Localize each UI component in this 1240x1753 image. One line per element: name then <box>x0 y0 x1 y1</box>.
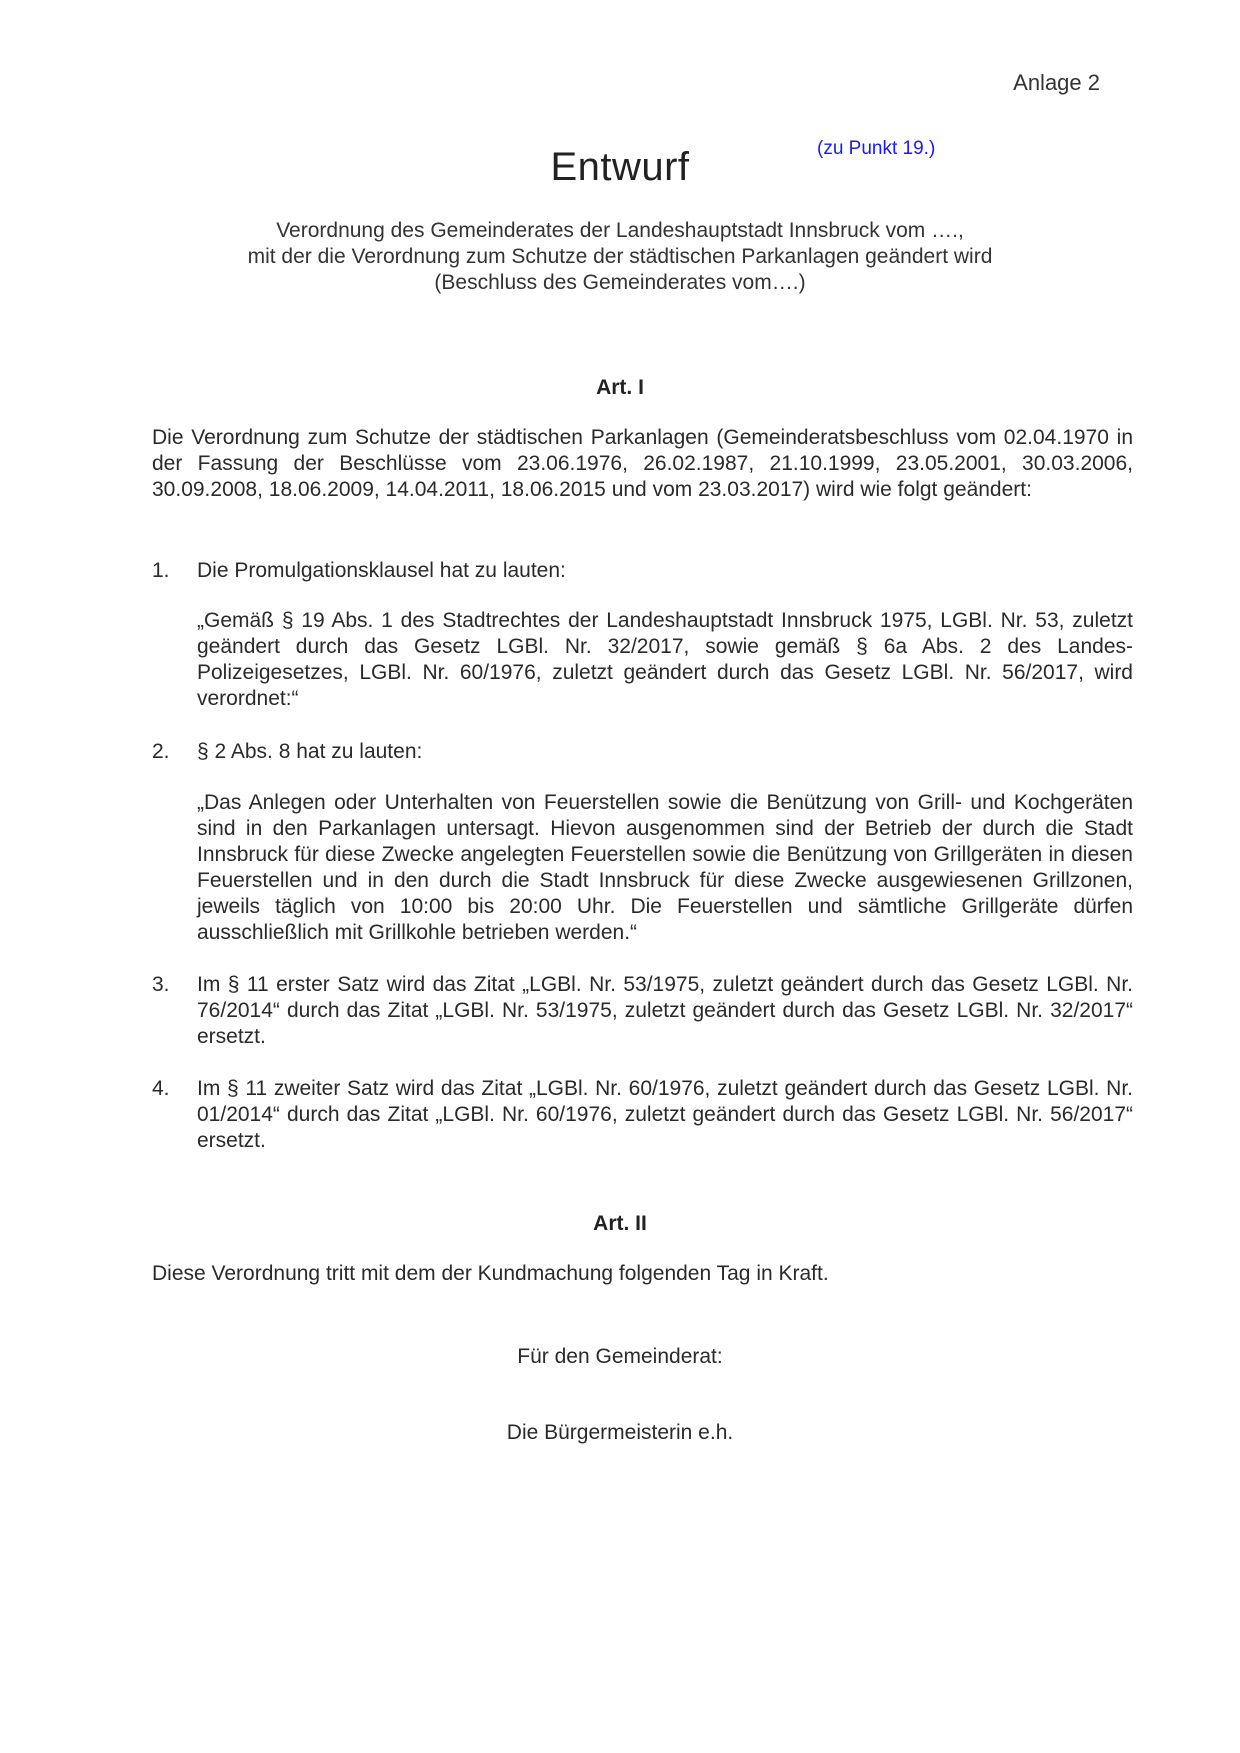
signature-for: Für den Gemeinderat: <box>517 1345 723 1368</box>
intro-line: (Beschluss des Gemeinderates vom….) <box>434 271 806 294</box>
agenda-note: (zu Punkt 19.) <box>817 138 936 159</box>
attachment-label: Anlage 2 <box>1013 70 1100 95</box>
item-number: 3. <box>152 973 170 996</box>
item-number: 4. <box>152 1077 170 1100</box>
document-title: Entwurf <box>550 145 690 189</box>
item-text: § 2 Abs. 8 hat zu lauten: <box>197 740 423 763</box>
article-1-heading: Art. I <box>596 376 644 399</box>
intro-block <box>0 218 1240 296</box>
item-quote: „Gemäß § 19 Abs. 1 des Stadtrechtes der Landeshauptstadt Innsbruck 1975, LGBl. Nr. 53, zuletzt geändert durch das Gesetz LGBl. Nr. 32/2017, sowie gemäß § 6a Abs. 2 des Landes-Polizeigesetzes, LGBl. Nr. 60/1976, zuletzt geändert durch das Gesetz LGBl. Nr. 56/2017, wird verordnet:“ <box>197 609 1133 710</box>
item-text: Die Promulgationsklausel hat zu lauten: <box>197 559 566 582</box>
article-2-heading: Art. II <box>593 1212 647 1235</box>
intro-line: Verordnung des Gemeinderates der Landeshauptstadt Innsbruck vom …., <box>276 219 964 242</box>
signature-signer: Die Bürgermeisterin e.h. <box>506 1421 734 1444</box>
item-number: 1. <box>152 559 170 582</box>
intro-line: mit der die Verordnung zum Schutze der städtischen Parkanlagen geändert wird <box>247 245 993 268</box>
article-2-paragraph: Diese Verordnung tritt mit dem der Kundmachung folgenden Tag in Kraft. <box>152 1262 829 1285</box>
article-1-paragraph: Die Verordnung zum Schutze der städtischen Parkanlagen (Gemeinderatsbeschluss vom 02.04.1970 in der Fassung der Beschlüsse vom 23.06.1976, 26.02.1987, 21.10.1999, 23.05.2001, 30.03.2006, 30.09.2008, 18.06.2009, 14.04.2011, 18.06.2015 und vom 23.03.2017) wird wie folgt geändert: <box>152 426 1133 501</box>
item-number: 2. <box>152 740 170 763</box>
item-quote: „Das Anlegen oder Unterhalten von Feuerstellen sowie die Benützung von Grill- und Kochgeräten sind in den Parkanlagen untersagt. Hievon ausgenommen sind der Betrieb der durch die Stadt Innsbruck für diese Zwecke angelegten Feuerstellen sowie die Benützung von Grillgeräten in diesen Feuerstellen und in den durch die Stadt Innsbruck für diese Zwecke ausgewiesenen Grillzonen, jeweils täglich von 10:00 bis 20:00 Uhr. Die Feuerstellen und sämtliche Grillgeräte dürfen ausschließlich mit Grillkohle betrieben werden.“ <box>197 791 1133 944</box>
item-text: Im § 11 erster Satz wird das Zitat „LGBl. Nr. 53/1975, zuletzt geändert durch das Gesetz LGBl. Nr. 76/2014“ durch das Zitat „LGBl. Nr. 53/1975, zuletzt geändert durch das Gesetz LGBl. Nr. 32/2017“ ersetzt. <box>197 973 1133 1048</box>
item-text: Im § 11 zweiter Satz wird das Zitat „LGBl. Nr. 60/1976, zuletzt geändert durch das Gesetz LGBl. Nr. 01/2014“ durch das Zitat „LGBl. Nr. 60/1976, zuletzt geändert durch das Gesetz LGBl. Nr. 56/2017“ ersetzt. <box>197 1077 1133 1152</box>
